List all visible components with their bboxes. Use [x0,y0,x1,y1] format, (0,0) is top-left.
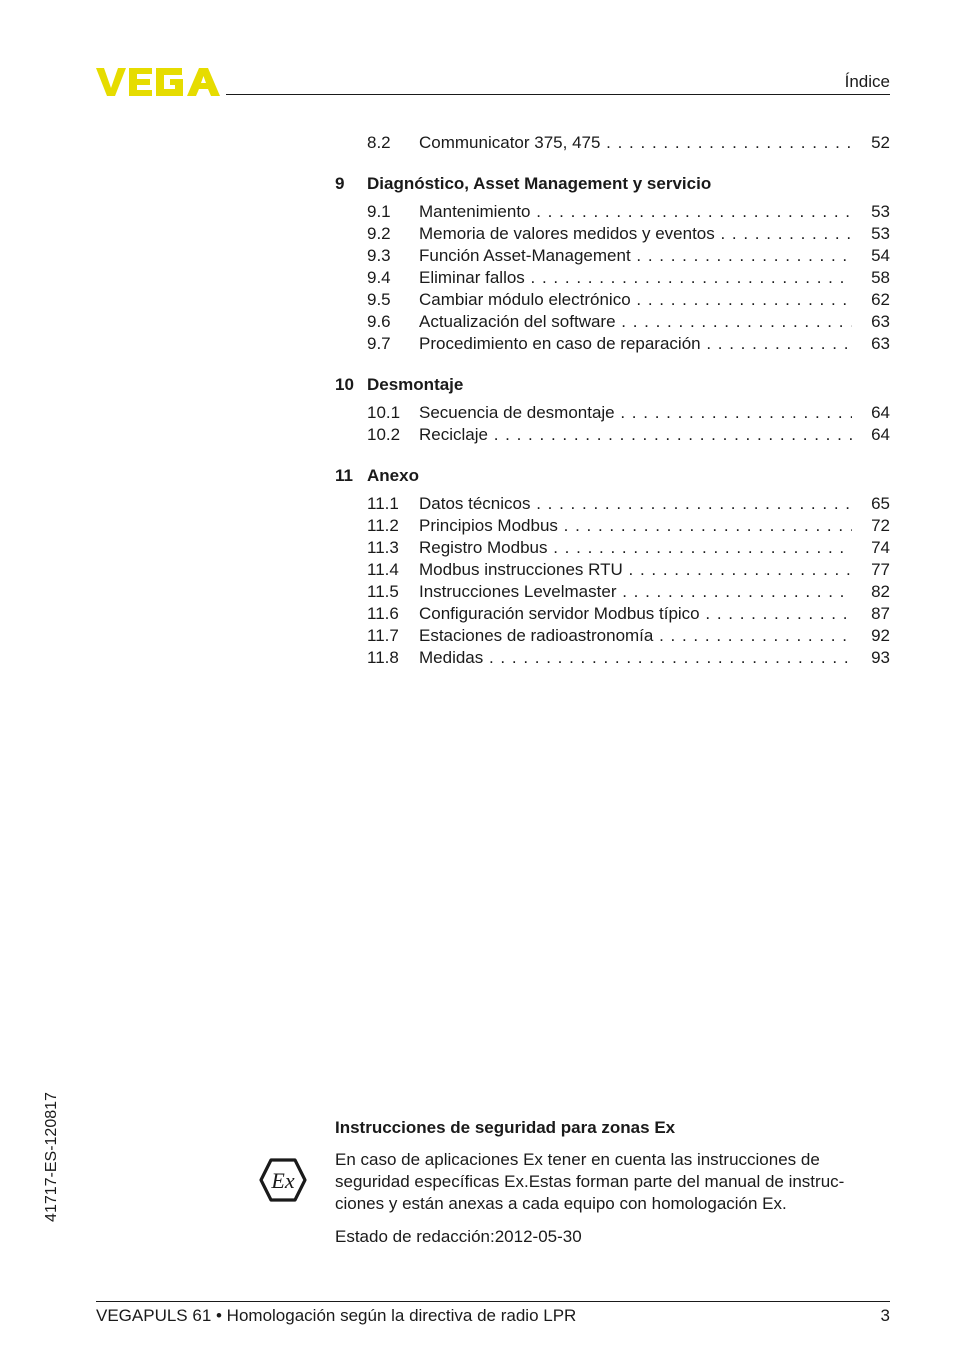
toc-entry-title: Actualización del software . . . [419,311,852,333]
toc-entry[interactable] [335,537,890,559]
toc-entry-page: 72 [871,516,890,535]
toc-entry-number: 8.2 [367,133,391,152]
toc-entry-title: Función Asset-Management . . . [419,245,852,267]
toc-section-heading[interactable] [335,374,890,396]
toc-entry-page: 92 [871,626,890,645]
toc-entry-page: 63 [871,334,890,353]
header-title: Índice [844,72,890,91]
toc-entry-title: Estaciones de radioastronomía . . . [419,625,852,647]
toc-section [335,374,890,446]
toc-section-heading[interactable] [335,173,890,195]
toc-entry-page: 64 [871,425,890,444]
toc-entry-title: Memoria de valores medidos y eventos . . . [419,223,852,245]
toc-entry[interactable] [335,289,890,311]
toc-entry-number: 11.3 [367,538,399,557]
safety-title: Instrucciones de seguridad para zonas Ex [335,1118,676,1137]
toc-entry[interactable] [335,201,890,223]
toc-entry-title: Cambiar módulo electrónico . . . [419,289,852,311]
table-of-contents [335,132,890,669]
toc-entry-title: Medidas . . . [419,647,852,669]
toc-section-title: Diagnóstico, Asset Management y servicio [367,174,712,193]
toc-entry-page: 58 [871,268,890,287]
toc-entry-page: 93 [871,648,890,667]
toc-entry[interactable] [335,515,890,537]
toc-entry[interactable] [335,581,890,603]
toc-entry-number: 11.7 [367,626,399,645]
toc-entry-page: 87 [871,604,890,623]
toc-entry-number: 10.1 [367,403,401,422]
toc-section [335,465,890,669]
toc-entry-page: 52 [871,133,890,152]
toc-entry-title: Mantenimiento . . . [419,201,852,223]
safety-line: ciones y están anexas a cada equipo con homologación Ex. [335,1194,787,1213]
page-number: 3 [880,1306,890,1325]
toc-entry-title: Datos técnicos . . . [419,493,852,515]
toc-entry-number: 9.2 [367,224,391,243]
toc-entry-number: 9.7 [367,334,391,353]
toc-entry[interactable] [335,267,890,289]
toc-entry[interactable] [335,603,890,625]
toc-entry-number: 9.3 [367,246,391,265]
toc-entry-number: 9.4 [367,268,391,287]
toc-entry-title: Eliminar fallos . . . [419,267,852,289]
document-code: 41717-ES-120817 [43,1092,60,1222]
toc-section-number: 9 [335,174,345,193]
toc-entry-page: 62 [871,290,890,309]
toc-entry-number: 11.5 [367,582,399,601]
toc-entry[interactable] [335,493,890,515]
toc-entry-page: 54 [871,246,890,265]
ex-icon-label: Ex [271,1168,295,1193]
toc-entry-number: 11.4 [367,560,399,579]
toc-entry-number: 11.1 [367,494,399,513]
toc-entry[interactable] [335,132,890,154]
toc-entry-title: Secuencia de desmontaje . . . [419,402,852,424]
toc-entry-page: 74 [871,538,890,557]
toc-entry-number: 10.2 [367,425,401,444]
toc-entry-page: 65 [871,494,890,513]
toc-entry-page: 77 [871,560,890,579]
toc-entry-number: 11.6 [367,604,399,623]
toc-entry-page: 64 [871,403,890,422]
toc-entry[interactable] [335,223,890,245]
safety-line: seguridad específicas Ex.Estas forman parte del manual de instruc- [335,1172,845,1191]
header-rule [226,94,890,95]
toc-entry[interactable] [335,424,890,446]
toc-entry-page: 53 [871,224,890,243]
toc-entry-title: Reciclaje . . . [419,424,852,446]
toc-section-heading[interactable] [335,465,890,487]
safety-line: En caso de aplicaciones Ex tener en cuenta las instrucciones de [335,1150,820,1169]
toc-entry[interactable] [335,402,890,424]
footer-text: VEGAPULS 61 • Homologación según la directiva de radio LPR [96,1306,577,1325]
footer-rule [96,1301,890,1302]
vega-logo [96,66,220,98]
toc-section-title: Anexo [367,466,419,485]
toc-entry-title: Configuración servidor Modbus típico . . . [419,603,852,625]
toc-entry[interactable] [335,245,890,267]
toc-entry-title: Instrucciones Levelmaster . . . [419,581,852,603]
toc-entry-title: Registro Modbus . . . [419,537,852,559]
toc-entry[interactable] [335,333,890,355]
toc-entry-title: Procedimiento en caso de reparación . . . [419,333,852,355]
toc-entry-number: 11.2 [367,516,399,535]
toc-entry[interactable] [335,625,890,647]
toc-section-title: Desmontaje [367,375,464,394]
toc-entry[interactable] [335,311,890,333]
toc-entry[interactable] [335,559,890,581]
toc-entry-number: 9.6 [367,312,391,331]
ex-hexagon-icon [259,1158,307,1202]
toc-entry-page: 53 [871,202,890,221]
toc-entry-page: 82 [871,582,890,601]
toc-entry-number: 9.5 [367,290,391,309]
toc-entry-title: Modbus instrucciones RTU . . . [419,559,852,581]
toc-section [335,173,890,355]
toc-entry-title: Communicator 375, 475 . . . [419,132,852,154]
toc-entry-number: 9.1 [367,202,391,221]
toc-entry-number: 11.8 [367,648,399,667]
safety-text [335,1149,895,1215]
toc-entry-page: 63 [871,312,890,331]
toc-entry[interactable] [335,647,890,669]
toc-section-number: 10 [335,375,354,394]
toc-section-number: 11 [335,466,353,485]
toc-entry-title: Principios Modbus . . . [419,515,852,537]
edition-date: Estado de redacción:2012-05-30 [335,1227,582,1246]
